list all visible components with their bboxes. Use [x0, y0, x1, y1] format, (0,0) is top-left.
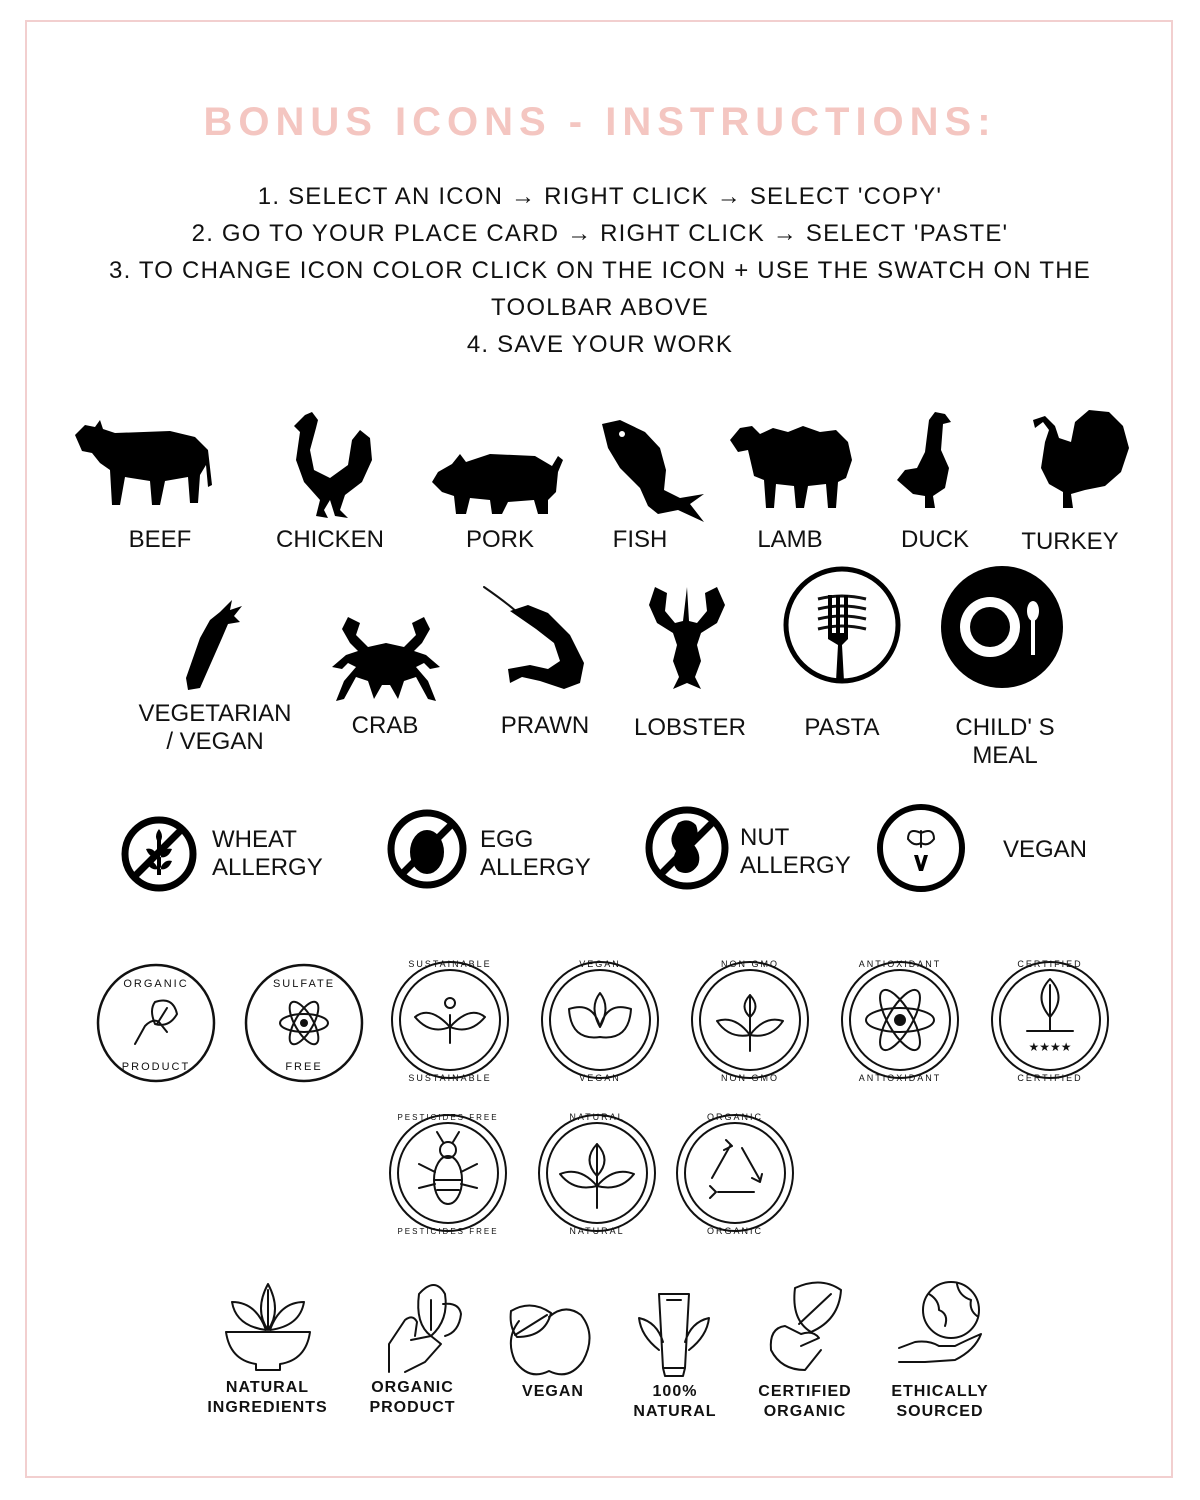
- pasta-fork-icon[interactable]: [782, 565, 902, 685]
- badge-top-text: VEGAN: [579, 959, 621, 969]
- badge-bottom-text: PRODUCT: [121, 1061, 191, 1073]
- instruction-step: 4. SAVE YOUR WORK: [466, 331, 734, 358]
- globe-hand-icon[interactable]: [895, 1280, 985, 1370]
- badge-bottom-text: CERTIFIED: [1017, 1073, 1083, 1083]
- organic-product-badge[interactable]: [95, 962, 217, 1084]
- egg-allergy-label: EGG: [480, 826, 534, 853]
- childs-meal-label-2: MEAL: [972, 742, 1038, 769]
- carrot-icon[interactable]: [180, 598, 245, 693]
- badge-bottom-text: NON GMO: [721, 1073, 779, 1083]
- vegan-label-2: VEGAN: [522, 1383, 584, 1400]
- ethically-sourced-label: ETHICALLY: [891, 1383, 989, 1400]
- badge-bottom-text: VEGAN: [579, 1073, 621, 1083]
- duck-icon[interactable]: [895, 410, 955, 510]
- no-nut-icon[interactable]: [644, 805, 730, 891]
- badge-bottom-text: FREE: [285, 1061, 323, 1073]
- wheat-allergy-label: WHEAT: [212, 826, 297, 853]
- bowl-leaves-icon[interactable]: [222, 1280, 314, 1372]
- vegetarian-label-2: / VEGAN: [166, 728, 264, 755]
- badge-bottom-text: ANTIOXIDANT: [858, 1073, 942, 1083]
- cow-icon[interactable]: [70, 415, 215, 510]
- crab-icon[interactable]: [330, 615, 442, 705]
- badge-bottom-text: NATURAL: [569, 1226, 625, 1236]
- no-wheat-icon[interactable]: [120, 815, 198, 893]
- sheep-icon[interactable]: [728, 420, 853, 510]
- vegan-badge[interactable]: [535, 955, 665, 1085]
- lobster-icon[interactable]: [645, 585, 730, 690]
- childs-meal-label: CHILD' S: [955, 714, 1055, 741]
- prawn-label: PRAWN: [500, 712, 590, 739]
- certified-organic-label: CERTIFIED: [758, 1383, 852, 1400]
- vegetarian-label: VEGETARIAN: [138, 700, 292, 727]
- turkey-label: TURKEY: [1021, 528, 1119, 555]
- organic-product-label: ORGANIC: [371, 1379, 454, 1396]
- lamb-label: LAMB: [757, 526, 823, 553]
- nut-allergy-label-2: ALLERGY: [740, 852, 851, 879]
- prawn-icon[interactable]: [480, 585, 590, 690]
- vegan-leaf-v-icon[interactable]: [876, 803, 966, 893]
- instruction-step: 2. GO TO YOUR PLACE CARD → RIGHT CLICK → SELECT 'PASTE': [191, 220, 1009, 247]
- egg-allergy-label-2: ALLERGY: [480, 854, 591, 881]
- non-gmo-badge[interactable]: [685, 955, 815, 1085]
- instruction-step: TOOLBAR ABOVE: [491, 294, 709, 321]
- badge-top-text: ANTIOXIDANT: [858, 959, 942, 969]
- fish-icon[interactable]: [600, 418, 705, 523]
- fish-label: FISH: [612, 526, 668, 553]
- pig-icon[interactable]: [430, 442, 565, 517]
- page-title: BONUS ICONS - INSTRUCTIONS:: [203, 100, 997, 144]
- badge-bottom-text: ORGANIC: [706, 1226, 764, 1236]
- tube-leaves-icon[interactable]: [635, 1290, 713, 1380]
- badge-bottom-text: SUSTAINABLE: [408, 1073, 492, 1083]
- hand-leaf-icon[interactable]: [385, 1280, 465, 1375]
- chicken-label: CHICKEN: [275, 526, 384, 553]
- hand-leaf-icon[interactable]: [765, 1280, 845, 1375]
- organic-product-label-2: PRODUCT: [369, 1399, 456, 1416]
- ethically-sourced-label-2: SOURCED: [896, 1403, 984, 1420]
- pasta-label: PASTA: [804, 714, 880, 741]
- sustainable-badge[interactable]: [385, 955, 515, 1085]
- certified-badge[interactable]: [985, 955, 1115, 1085]
- pesticides-free-badge[interactable]: [383, 1108, 513, 1238]
- badge-bottom-text: PESTICIDES FREE: [397, 1227, 499, 1236]
- instruction-step: 3. TO CHANGE ICON COLOR CLICK ON THE ICON + USE THE SWATCH ON THE: [109, 257, 1091, 284]
- apple-leaf-icon[interactable]: [505, 1295, 595, 1380]
- plate-spoon-icon[interactable]: [940, 565, 1065, 690]
- beef-label: BEEF: [128, 526, 192, 553]
- lobster-label: LOBSTER: [633, 714, 747, 741]
- wheat-allergy-label-2: ALLERGY: [212, 854, 323, 881]
- badge-top-text: ORGANIC: [123, 978, 189, 990]
- badge-top-text: SULFATE: [272, 978, 336, 990]
- 100-natural-label-2: NATURAL: [633, 1403, 717, 1420]
- certified-organic-label-2: ORGANIC: [763, 1403, 847, 1420]
- duck-label: DUCK: [900, 526, 969, 553]
- turkey-icon[interactable]: [1025, 408, 1130, 513]
- vegan-label: VEGAN: [1002, 836, 1088, 863]
- antioxidant-badge[interactable]: [835, 955, 965, 1085]
- badge-top-text: PESTICIDES FREE: [397, 1113, 499, 1122]
- badge-top-text: NON GMO: [721, 959, 779, 969]
- badge-top-text: NATURAL: [569, 1112, 625, 1122]
- crab-label: CRAB: [351, 712, 419, 739]
- natural-badge[interactable]: [532, 1108, 662, 1238]
- badge-top-text: CERTIFIED: [1017, 959, 1083, 969]
- badge-top-text: SUSTAINABLE: [408, 959, 492, 969]
- organic-badge[interactable]: [670, 1108, 800, 1238]
- svg-text:★★★★: ★★★★: [1028, 1040, 1072, 1054]
- instructions-list: [70, 178, 1130, 363]
- badge-top-text: ORGANIC: [706, 1112, 764, 1122]
- nut-allergy-label: NUT: [740, 824, 790, 851]
- chicken-icon[interactable]: [290, 410, 375, 520]
- natural-ingredients-label: NATURAL: [225, 1379, 310, 1396]
- pork-label: PORK: [465, 526, 534, 553]
- sulfate-free-badge[interactable]: [243, 962, 365, 1084]
- no-egg-icon[interactable]: [386, 808, 468, 890]
- 100-natural-label: 100%: [652, 1383, 698, 1400]
- instruction-step: 1. SELECT AN ICON → RIGHT CLICK → SELECT 'COPY': [257, 183, 943, 210]
- natural-ingredients-label-2: INGREDIENTS: [207, 1399, 328, 1416]
